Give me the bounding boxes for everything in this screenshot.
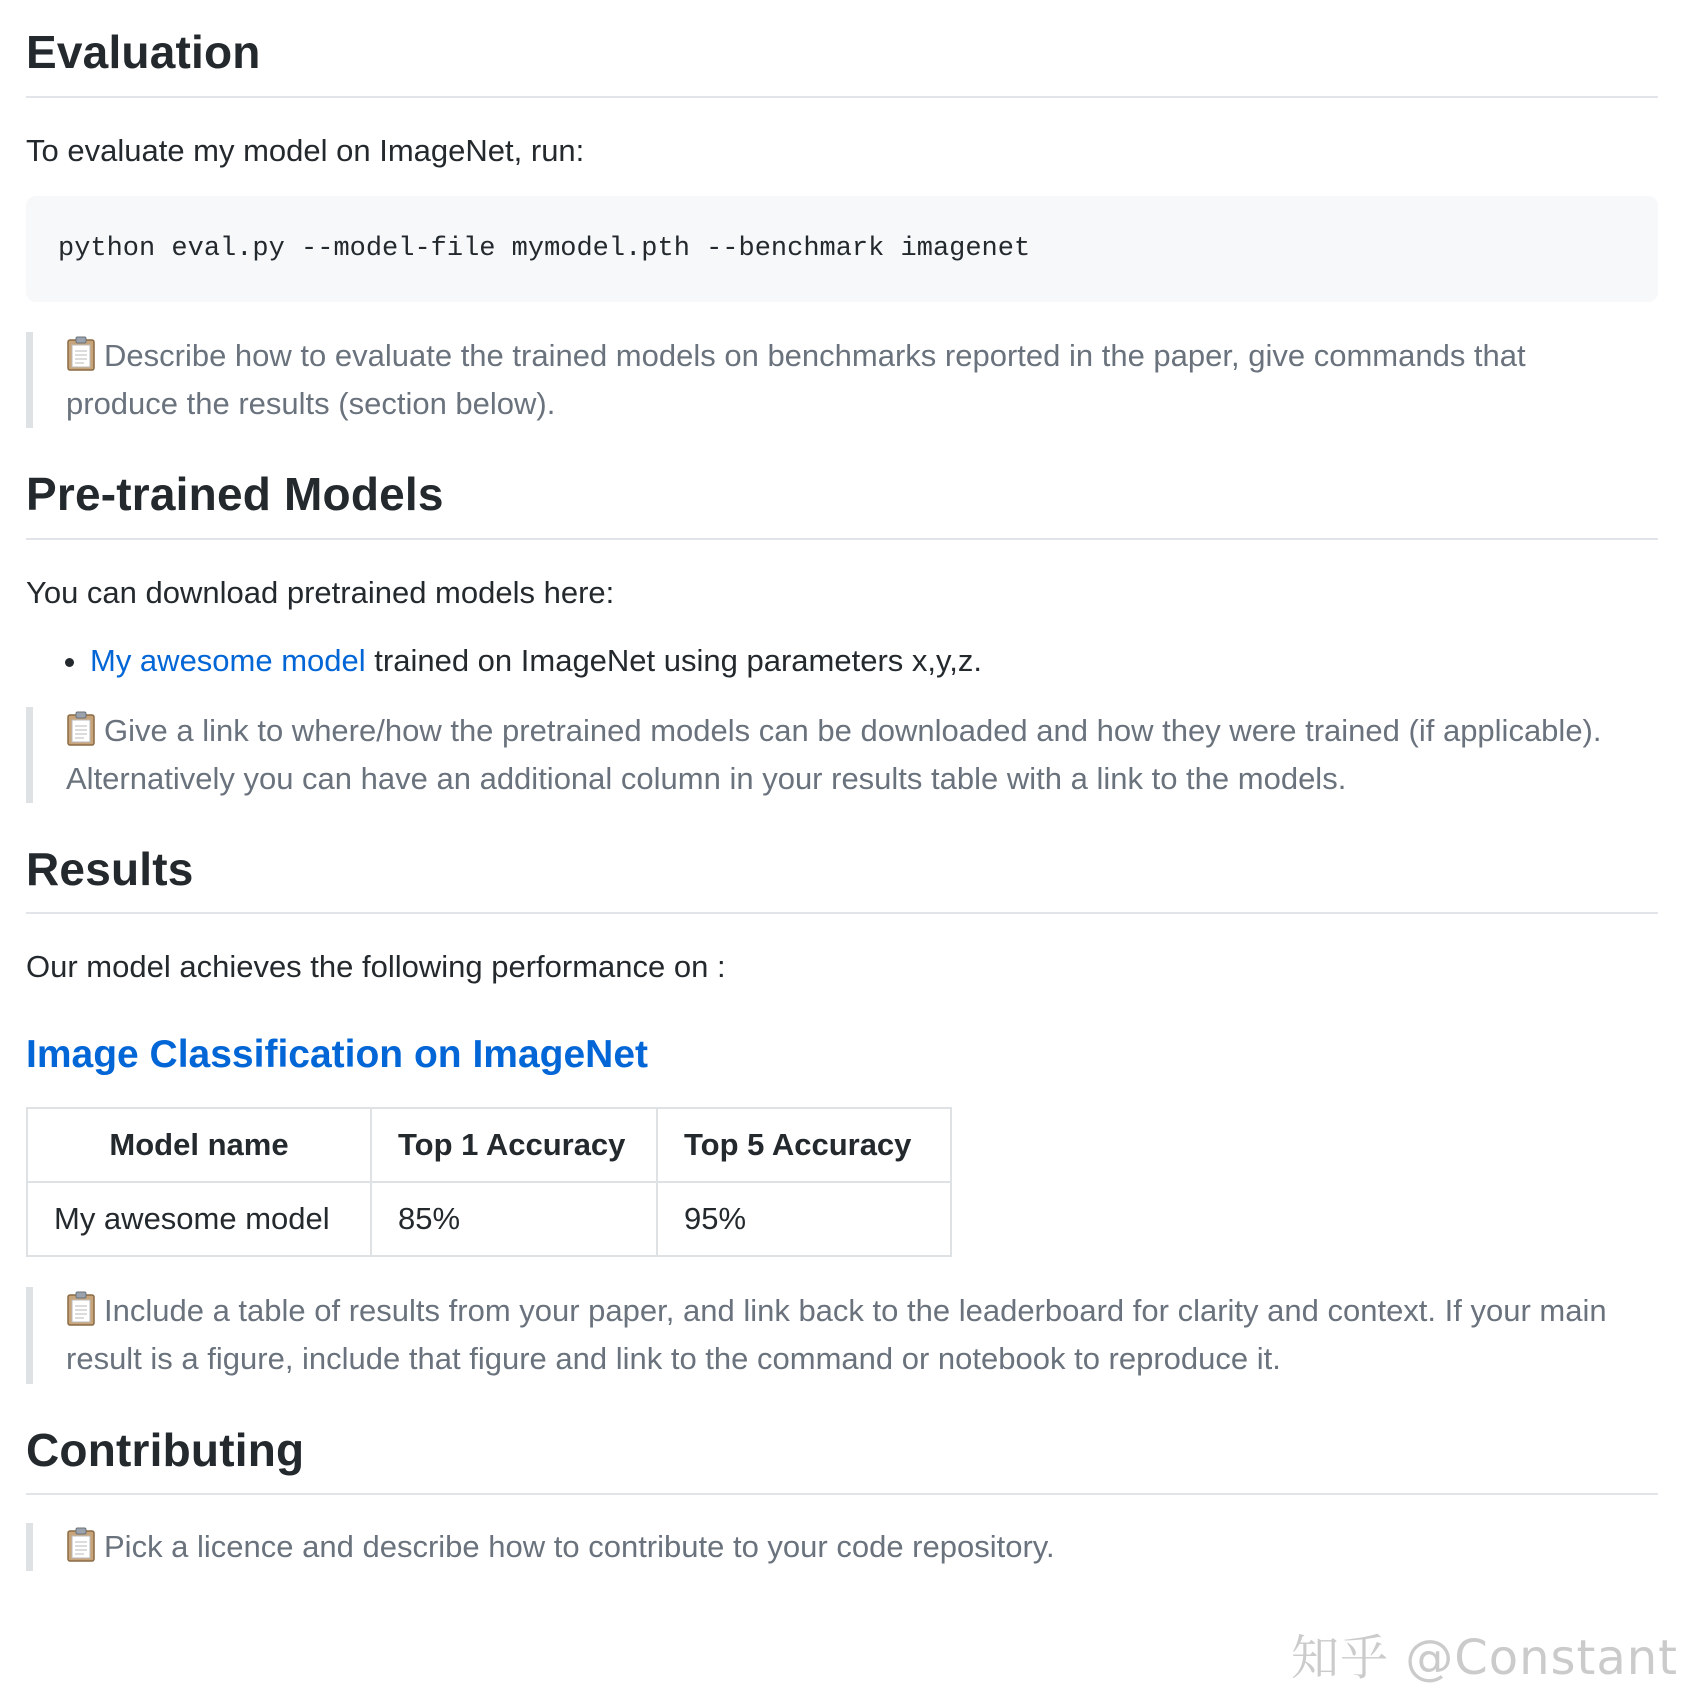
pretrained-note-text: Give a link to where/how the pretrained models can be downloaded and how they were trained (if applicable). Alternatively you can have an additional column in your results table with a link to the models. <box>66 712 1602 796</box>
clipboard-icon <box>66 1291 96 1327</box>
table-row <box>27 1182 951 1256</box>
evaluation-command: python eval.py --model-file mymodel.pth --benchmark imagenet <box>58 234 1031 264</box>
watermark: 知乎 @Constant <box>1290 1630 1678 1686</box>
table-cell: 95% <box>657 1182 951 1256</box>
results-note-text: Include a table of results from your paper, and link back to the leaderboard for clarity and context. If your main result is a figure, include that figure and link to the command or notebook to reproduce it. <box>66 1293 1607 1377</box>
pretrained-item-text: trained on ImageNet using parameters x,y,z. <box>365 643 982 679</box>
results-subheading-link[interactable]: Image Classification on ImageNet <box>26 1032 649 1076</box>
list-item <box>90 638 1658 685</box>
results-table <box>26 1107 952 1257</box>
results-intro: Our model achieves the following performance on : <box>26 949 726 985</box>
clipboard-icon <box>66 711 96 747</box>
table-header-row <box>27 1108 951 1182</box>
table-cell: My awesome model <box>27 1182 371 1256</box>
pretrained-model-link[interactable]: My awesome model <box>90 643 366 679</box>
evaluation-heading: Evaluation <box>26 24 1658 98</box>
pretrained-intro: You can download pretrained models here: <box>26 574 615 610</box>
evaluation-note <box>26 332 1658 428</box>
pretrained-heading: Pre-trained Models <box>26 466 1658 540</box>
pretrained-list <box>26 638 1658 685</box>
table-header-cell: Model name <box>27 1108 371 1182</box>
readme-content <box>26 0 1658 1571</box>
clipboard-icon <box>66 1527 96 1563</box>
table-header-cell: Top 5 Accuracy <box>657 1108 951 1182</box>
contributing-heading: Contributing <box>26 1422 1658 1496</box>
pretrained-note <box>26 707 1658 803</box>
results-note <box>26 1287 1658 1383</box>
results-heading: Results <box>26 841 1658 915</box>
table-cell: 85% <box>371 1182 657 1256</box>
table-header-cell: Top 1 Accuracy <box>371 1108 657 1182</box>
clipboard-icon <box>66 336 96 372</box>
evaluation-code-block[interactable] <box>26 196 1658 302</box>
evaluation-note-text: Describe how to evaluate the trained models on benchmarks reported in the paper, give commands that produce the results (section below). <box>66 338 1526 422</box>
contributing-note <box>26 1523 1658 1571</box>
contributing-note-text: Pick a licence and describe how to contribute to your code repository. <box>104 1529 1055 1565</box>
evaluation-intro: To evaluate my model on ImageNet, run: <box>26 132 585 168</box>
